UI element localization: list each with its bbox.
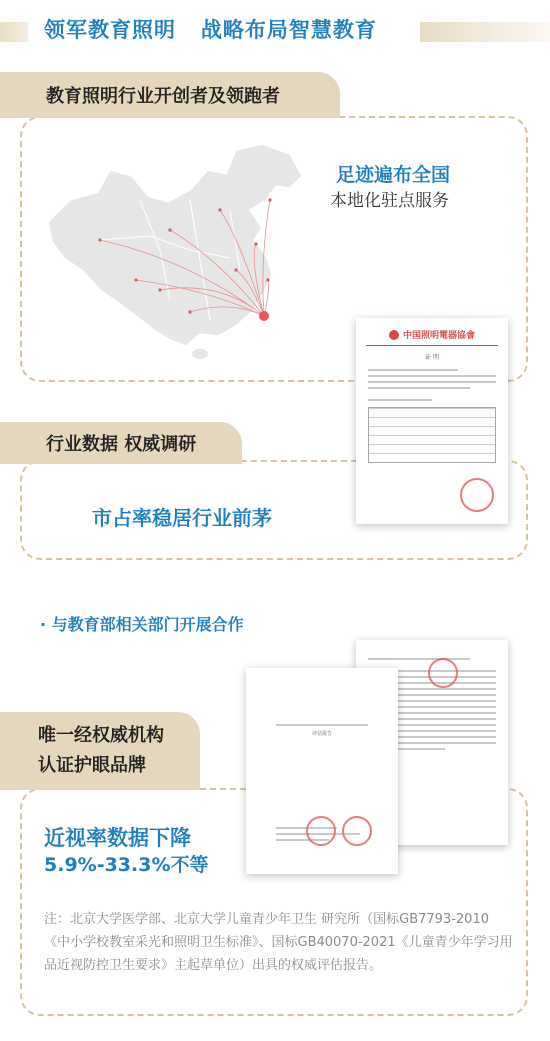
section3-headline-line1: 近视率数据下降 (44, 826, 191, 850)
report-title: 评估报告 (311, 731, 332, 737)
section1-subline: 本地化驻点服务 (330, 191, 449, 211)
report-back-seal (428, 658, 458, 688)
section1-headline: 足迹遍布全国 (336, 164, 451, 186)
source-note: 注：北京大学医学部、北京大学儿童青少年卫生 研究所（国标GB7793-2010《中小学校教室采光和照明卫生标准》、国标GB40070-2021《儿童青少年学习用品近视防控卫生要求》主起草单位）出具的权威评估报告。 (44, 912, 513, 973)
certificate-seal (460, 478, 494, 512)
report-seal-2 (342, 816, 372, 846)
page-title: 领军教育照明 战略布局智慧教育 (44, 18, 377, 42)
association-logo-icon (389, 330, 399, 340)
certificate-document (356, 318, 508, 524)
cooperation-bullet: · 与教育部相关部门开展合作 (40, 615, 244, 634)
section1-tab-label: 教育照明行业开创者及领跑者 (46, 86, 280, 107)
section2-headline: 市占率稳居行业前茅 (92, 506, 272, 530)
header-left-decoration (0, 22, 28, 42)
section1-tab (0, 72, 340, 118)
section3-tab-line1: 唯一经权威机构 (38, 725, 164, 746)
certificate-org-name: 中国照明電器協會 (402, 331, 475, 341)
section3-headline-line2: 5.9%-33.3%不等 (44, 854, 209, 876)
china-map-illustration (40, 140, 318, 362)
certificate-table (368, 407, 496, 463)
section2-tab-label: 行业数据 权威调研 (46, 434, 197, 455)
section2-tab (0, 422, 242, 464)
section3-tab (0, 712, 200, 790)
section3-tab-line2: 认证护眼品牌 (38, 755, 146, 776)
report-seal-1 (306, 816, 336, 846)
header-right-decoration (420, 22, 550, 42)
certificate-title: 证 明 (425, 354, 439, 361)
report-document-front (246, 668, 398, 874)
hainan-island (192, 349, 208, 359)
